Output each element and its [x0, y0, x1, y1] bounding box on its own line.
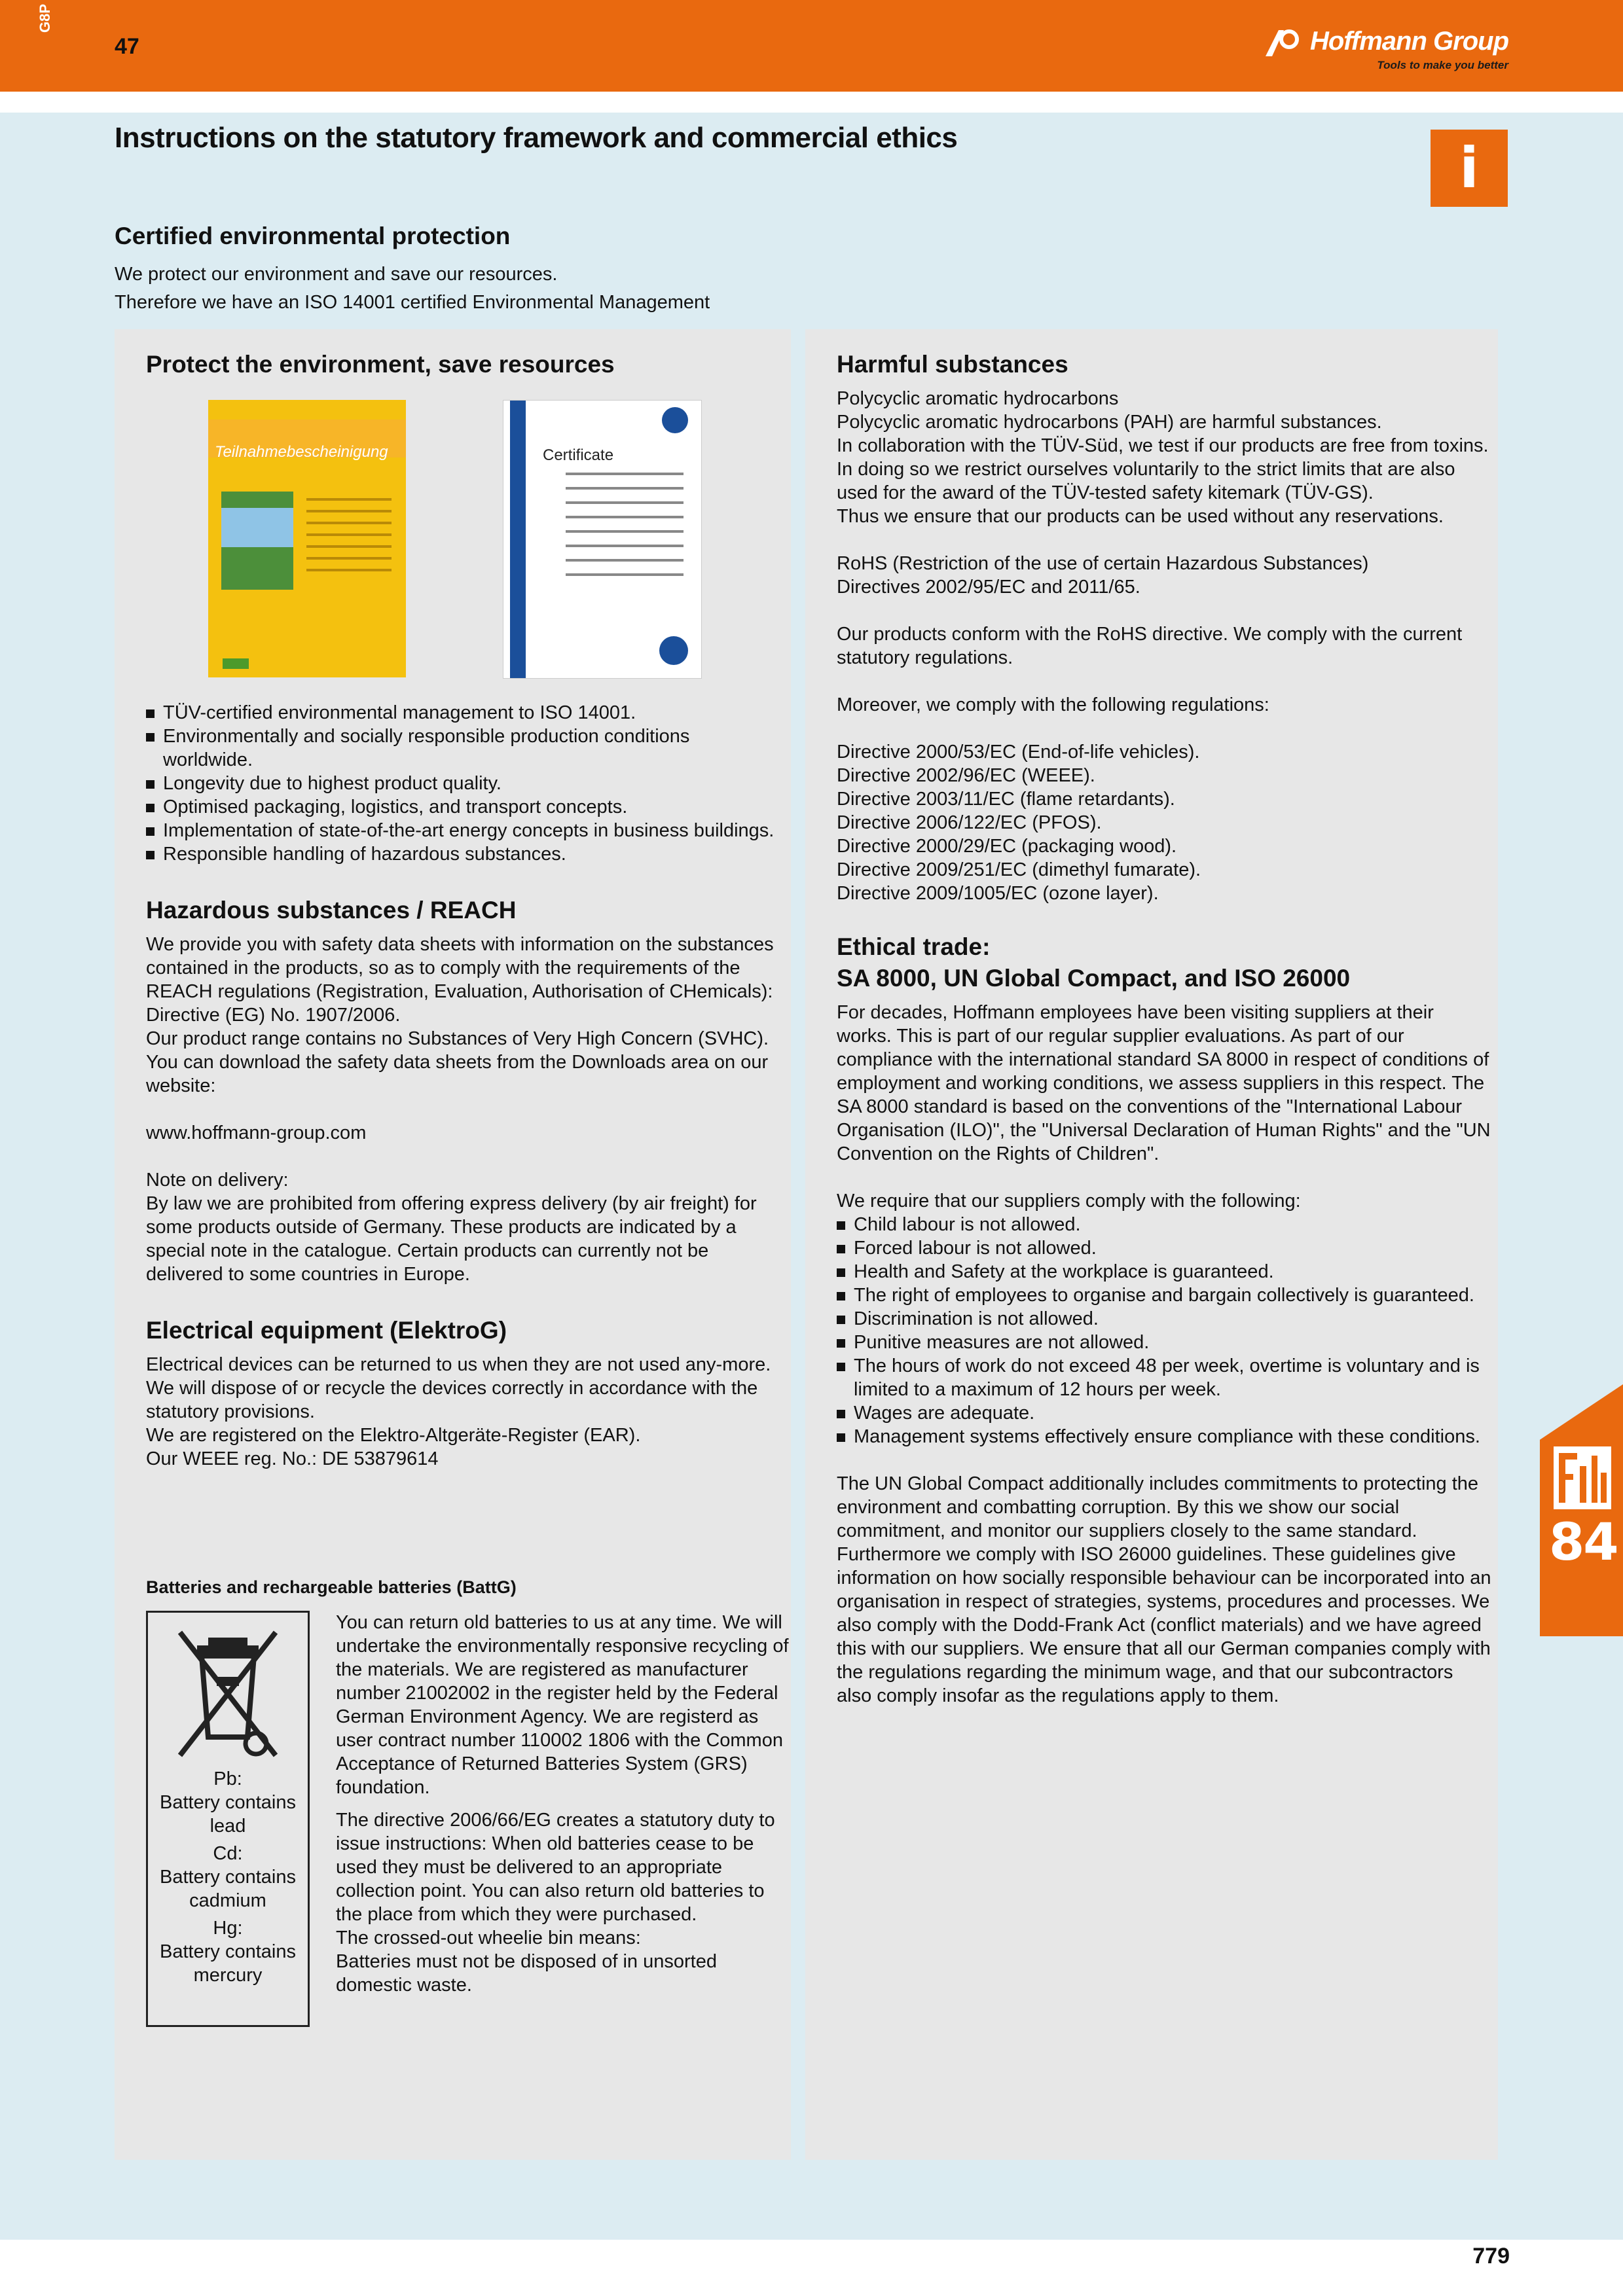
- list-item: Discrimination is not allowed.: [837, 1307, 1491, 1331]
- list-item: TÜV-certified environmental management to ISO 14001.: [146, 701, 775, 725]
- elektro-paragraph: We are registered on the Elektro-Altgeräte-Register (EAR).: [146, 1425, 641, 1446]
- workshop-tools-icon: [1554, 1446, 1611, 1509]
- intro-text: [115, 260, 710, 317]
- list-item: The hours of work do not exceed 48 per week, overtime is voluntary and is limited to a maximum of 12 hours per week.: [837, 1354, 1491, 1401]
- crossed-out-wheelie-bin-icon: [172, 1619, 283, 1763]
- hoffmann-logo: [1264, 25, 1508, 72]
- battery-heading: Batteries and rechargeable batteries (BattG): [146, 1577, 517, 1597]
- battery-section: [146, 1611, 789, 2030]
- intro-heading: Certified environmental protection: [115, 223, 511, 249]
- left-panel: [115, 329, 791, 2160]
- rohs-line: Directives 2002/95/EC and 2011/65.: [837, 577, 1140, 598]
- elektro-paragraph: We will dispose of or recycle the devices correctly in accordance with the statutory provisions.: [146, 1378, 758, 1422]
- battery-text: [336, 1611, 794, 1997]
- rohs-line: RoHS (Restriction of the use of certain Hazardous Substances): [837, 553, 1369, 574]
- elektro-paragraph: Our WEEE reg. No.: DE 53879614: [146, 1448, 439, 1469]
- iso-certificate-image: [503, 400, 702, 679]
- reach-paragraph: Our product range contains no Substances of Very High Concern (SVHC). You can download the safety data sheets from the Downloads area on our website:: [146, 1028, 769, 1096]
- list-item: Forced labour is not allowed.: [837, 1236, 1491, 1260]
- directive-item: Directive 2006/122/EC (PFOS).: [837, 812, 1102, 833]
- battery-label: Hg:: [213, 1918, 243, 1939]
- delivery-label: Note on delivery:: [146, 1170, 289, 1191]
- battery-symbol-box: [146, 1611, 310, 2027]
- harmful-line: In collaboration with the TÜV-Süd, we test if our products are free from toxins.: [837, 435, 1489, 456]
- certificate-images: [146, 387, 775, 701]
- certificate-yellow-title: Teilnahmebescheinigung: [215, 443, 388, 461]
- list-item: The right of employees to organise and bargain collectively is guaranteed.: [837, 1283, 1491, 1307]
- requirements-list: [837, 1213, 1491, 1448]
- battery-paragraph: You can return old batteries to us at any time. We will undertake the environmentally responsive recycling of the materials. We are registered as manufacturer number 21002002 in the register held by the Federal German Environment Agency. We are registerd as user contract number 110002 1806 with the Common Acceptance of Returned Batteries System (GRS) foundation.: [336, 1612, 789, 1798]
- directive-item: Directive 2000/53/EC (End-of-life vehicles).: [837, 742, 1200, 762]
- brand-name: Hoffmann Group: [1309, 26, 1508, 56]
- certificate-photo-sky: [221, 508, 293, 547]
- intro-line: Therefore we have an ISO 14001 certified Environmental Management: [115, 292, 710, 313]
- battery-label: Battery contains lead: [160, 1792, 296, 1837]
- directive-item: Directive 2000/29/EC (packaging wood).: [837, 836, 1177, 857]
- environment-bullet-list: [146, 701, 775, 866]
- hoffmann-logo-icon: [1264, 25, 1304, 58]
- list-item: Wages are adequate.: [837, 1401, 1491, 1425]
- certificate-text-lines: [566, 473, 684, 588]
- ethical-heading: Ethical trade:: [837, 933, 991, 960]
- harmful-line: Polycyclic aromatic hydrocarbons: [837, 388, 1119, 409]
- harmful-line: In doing so we restrict ourselves voluntarily to the strict limits that are also used for the award of the TÜV-tested safety kitemark (TÜV-GS).: [837, 459, 1455, 503]
- protect-heading: Protect the environment, save resources: [146, 351, 615, 378]
- list-item: Health and Safety at the workplace is guaranteed.: [837, 1260, 1491, 1283]
- list-item: Punitive measures are not allowed.: [837, 1331, 1491, 1354]
- delivery-text: By law we are prohibited from offering express delivery (by air freight) for some products outside of Germany. These products are indicated by a special note in the catalogue. Certain products can currently not be delivered to some countries in Europe.: [146, 1193, 757, 1285]
- battery-label: Battery contains cadmium: [160, 1867, 296, 1911]
- header-page-number: 47: [115, 34, 139, 59]
- tuv-seal-icon: [662, 407, 688, 433]
- directive-item: Directive 2002/96/EC (WEEE).: [837, 765, 1095, 786]
- directive-item: Directive 2003/11/EC (flame retardants).: [837, 789, 1175, 810]
- harmful-line: Thus we ensure that our products can be used without any reservations.: [837, 506, 1444, 527]
- list-item: Child labour is not allowed.: [837, 1213, 1491, 1236]
- battery-label: Pb:: [213, 1768, 242, 1789]
- intro-line: We protect our environment and save our resources.: [115, 264, 558, 285]
- battery-paragraph: The directive 2006/66/EG creates a statutory duty to issue instructions: When old batteries cease to be used they must be delivered to an appropriate collection point. You can also return old batteries to the place from which they were purchased.: [336, 1810, 775, 1925]
- info-icon: i: [1431, 130, 1508, 207]
- page-header: [0, 0, 1623, 92]
- harmful-heading: Harmful substances: [837, 351, 1068, 378]
- brand-tagline: Tools to make you better: [1377, 59, 1508, 71]
- elektro-paragraph: Electrical devices can be returned to us when they are not used any-more.: [146, 1354, 771, 1375]
- list-item: Management systems effectively ensure compliance with these conditions.: [837, 1425, 1491, 1448]
- battery-label: Battery contains mercury: [160, 1941, 296, 1986]
- section-tab-number: 84: [1549, 1513, 1618, 1572]
- footer-page-number: 779: [1472, 2244, 1510, 2269]
- participation-certificate-image: [208, 400, 406, 677]
- directive-item: Directive 2009/251/EC (dimethyl fumarate).: [837, 859, 1201, 880]
- ethical-paragraph: For decades, Hoffmann employees have been visiting suppliers at their works. This is part of our regular supplier evaluations. As part of our compliance with the international standard SA 8000 in respect of conditions of employment and working conditions, we assess suppliers in this respect. The SA 8000 standard is based on the conventions of the "International Labour Organisation (ILO)", the "Universal Declaration of Human Rights" and the "UN Convention on the Rights of Children".: [837, 1002, 1491, 1164]
- website-link[interactable]: www.hoffmann-group.com: [146, 1122, 367, 1143]
- right-panel: [805, 329, 1498, 2160]
- iso26000-paragraph: Furthermore we comply with ISO 26000 guidelines. These guidelines give information on how socially responsible behaviour can be incorporated into an organisation in respect of strategies, systems, procedures and processes. We also comply with the Dodd-Frank Act (conflict materials) and we have agreed this with our suppliers. We ensure that all our German companies comply with the regulations regarding the minimum wage, and that our subcontractors also comply insofar as the regulations apply to them.: [837, 1544, 1491, 1706]
- tuv-seal-bottom-icon: [659, 636, 688, 665]
- battery-paragraph: The crossed-out wheelie bin means:: [336, 1928, 641, 1948]
- reach-paragraph: We provide you with safety data sheets with information on the substances contained in the products, so as to comply with the requirements of the REACH regulations (Registration, Evaluation, Authorisation of CHemicals): Directive (EG) No. 1907/2006.: [146, 934, 774, 1026]
- requirements-intro: We require that our suppliers comply with the following:: [837, 1191, 1301, 1211]
- directive-item: Directive 2009/1005/EC (ozone layer).: [837, 883, 1159, 904]
- certificate-side-stripe: [510, 401, 526, 678]
- ethical-subheading: SA 8000, UN Global Compact, and ISO 26000: [837, 965, 1351, 992]
- catalogue-code: G8P: [37, 3, 53, 33]
- battery-label: Cd:: [213, 1843, 243, 1864]
- certificate-white-title: Certificate: [543, 446, 614, 464]
- rohs-conform: Our products conform with the RoHS directive. We comply with the current statutory regulations.: [837, 624, 1463, 668]
- left-panel-content: [146, 349, 789, 2030]
- list-item: Environmentally and socially responsible production conditions worldwide.: [146, 725, 775, 772]
- harmful-line: Polycyclic aromatic hydrocarbons (PAH) are harmful substances.: [837, 412, 1382, 433]
- regulations-intro: Moreover, we comply with the following regulations:: [837, 694, 1269, 715]
- list-item: Optimised packaging, logistics, and transport concepts.: [146, 795, 775, 819]
- global-compact-paragraph: The UN Global Compact additionally includes commitments to protecting the environment and combatting corruption. By this we show our social commitment, and monitor our suppliers closely to the same standard.: [837, 1473, 1479, 1541]
- battery-paragraph: Batteries must not be disposed of in unsorted domestic waste.: [336, 1951, 717, 1996]
- page-title: Instructions on the statutory framework and commercial ethics: [115, 122, 958, 154]
- certificate-green-logo: [223, 658, 249, 669]
- certificate-text-lines: [306, 498, 392, 581]
- list-item: Implementation of state-of-the-art energy concepts in business buildings.: [146, 819, 775, 842]
- right-panel-content: [837, 349, 1491, 1708]
- elektro-heading: Electrical equipment (ElektroG): [146, 1317, 507, 1344]
- list-item: Longevity due to highest product quality.: [146, 772, 775, 795]
- reach-heading: Hazardous substances / REACH: [146, 897, 517, 924]
- list-item: Responsible handling of hazardous substances.: [146, 842, 775, 866]
